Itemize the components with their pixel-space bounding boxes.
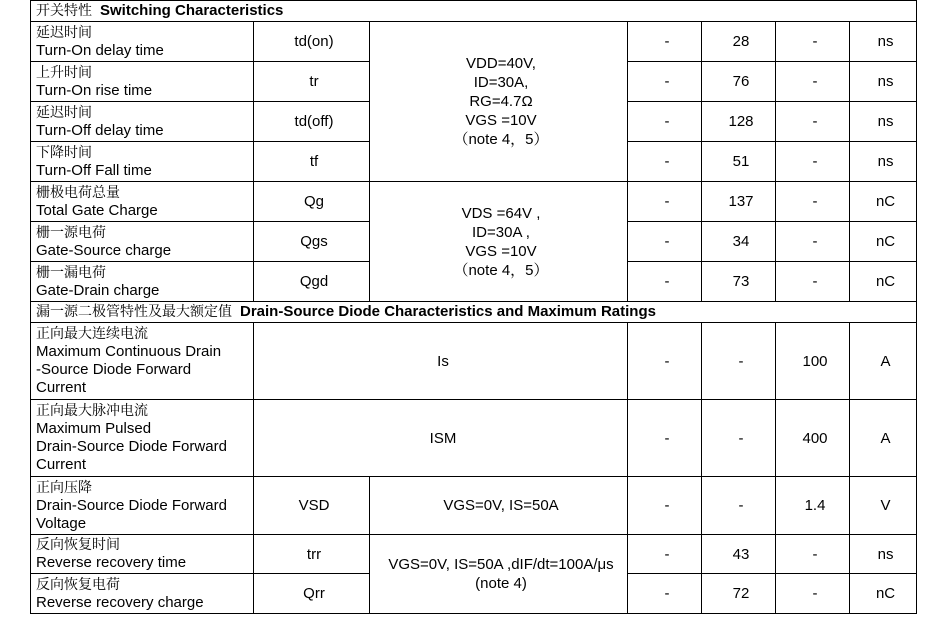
characteristics-table xyxy=(30,0,917,614)
section-cn: 漏一源二极管特性及最大额定值 xyxy=(36,304,232,320)
min-cell: - xyxy=(628,222,702,262)
param-cn: 反向恢复时间 xyxy=(36,537,120,553)
param-en: Voltage xyxy=(36,514,87,532)
test-conditions-vsd: VGS=0V, IS=50A xyxy=(370,477,628,535)
condition-line: ID=30A , xyxy=(472,223,530,241)
typ-cell: 72 xyxy=(702,574,776,614)
min-cell: - xyxy=(628,535,702,574)
param-en: Total Gate Charge xyxy=(36,201,158,219)
param-en: Reverse recovery time xyxy=(36,554,187,571)
typ-cell: 76 xyxy=(702,62,776,102)
param-en: Drain-Source Diode Forward xyxy=(36,438,227,455)
condition-line: VDS =64V , xyxy=(461,204,541,222)
condition-line: (note 4) xyxy=(475,575,527,592)
param-cell xyxy=(31,222,254,262)
symbol-cell: Qgs xyxy=(254,222,370,262)
max-cell: - xyxy=(776,262,850,302)
max-cell: - xyxy=(776,574,850,614)
typ-cell: 73 xyxy=(702,262,776,302)
test-conditions-charge xyxy=(370,182,628,302)
symbol-cell: tr xyxy=(254,62,370,102)
param-cn: 延迟时间 xyxy=(36,104,92,121)
max-cell: 400 xyxy=(776,400,850,477)
max-cell: - xyxy=(776,222,850,262)
max-cell: - xyxy=(776,182,850,222)
table-row xyxy=(31,535,917,574)
unit-cell: ns xyxy=(850,22,917,62)
unit-cell: A xyxy=(850,323,917,400)
unit-cell: nC xyxy=(850,262,917,302)
condition-line: VGS =10V xyxy=(465,112,537,129)
min-cell: - xyxy=(628,62,702,102)
symbol-cell: Qgd xyxy=(254,262,370,302)
typ-cell: 137 xyxy=(702,182,776,222)
max-cell: 1.4 xyxy=(776,477,850,535)
min-cell: - xyxy=(628,22,702,62)
typ-cell: - xyxy=(702,400,776,477)
param-en: Current xyxy=(36,379,87,396)
typ-cell: 34 xyxy=(702,222,776,262)
param-cell xyxy=(31,477,254,535)
unit-cell: ns xyxy=(850,535,917,574)
condition-line: （note 4，5） xyxy=(453,131,549,148)
typ-cell: 51 xyxy=(702,142,776,182)
condition-line: ID=30A, xyxy=(473,74,529,91)
param-cell xyxy=(31,400,254,477)
symbol-cell: ISM xyxy=(254,400,628,477)
max-cell: - xyxy=(776,142,850,182)
typ-cell: 128 xyxy=(702,102,776,142)
unit-cell: ns xyxy=(850,142,917,182)
param-cn: 栅一漏电荷 xyxy=(36,264,106,281)
param-en: Drain-Source Diode Forward xyxy=(36,496,227,514)
param-cell xyxy=(31,535,254,574)
param-cell xyxy=(31,62,254,102)
param-cell xyxy=(31,262,254,302)
max-cell: - xyxy=(776,535,850,574)
min-cell: - xyxy=(628,477,702,535)
table-row xyxy=(31,182,917,222)
section-en: Drain-Source Diode Characteristics and Maximum Ratings xyxy=(240,303,656,320)
condition-line: （note 4，5） xyxy=(453,261,549,279)
param-en: Turn-On delay time xyxy=(36,41,164,59)
param-cell xyxy=(31,142,254,182)
section-cn: 开关特性 xyxy=(36,3,92,19)
param-cell xyxy=(31,182,254,222)
section-en: Switching Characteristics xyxy=(100,2,284,19)
min-cell: - xyxy=(628,182,702,222)
param-en: Turn-On rise time xyxy=(36,81,153,99)
condition-line: VDD=40V, xyxy=(466,55,536,72)
min-cell: - xyxy=(628,323,702,400)
min-cell: - xyxy=(628,142,702,182)
param-cell xyxy=(31,22,254,62)
param-en: Reverse recovery charge xyxy=(36,593,204,611)
param-en: Maximum Pulsed xyxy=(36,420,152,437)
symbol-cell: Is xyxy=(254,323,628,400)
param-en: Maximum Continuous Drain xyxy=(36,343,222,360)
symbol-cell: Qg xyxy=(254,182,370,222)
min-cell: - xyxy=(628,102,702,142)
typ-cell: - xyxy=(702,477,776,535)
unit-cell: ns xyxy=(850,62,917,102)
param-cn: 延迟时间 xyxy=(36,24,92,41)
param-en: Gate-Source charge xyxy=(36,241,172,259)
param-cn: 上升时间 xyxy=(36,64,92,81)
symbol-cell: td(off) xyxy=(254,102,370,142)
param-cn: 正向最大连续电流 xyxy=(36,326,148,342)
table-row xyxy=(31,477,917,535)
unit-cell: nC xyxy=(850,182,917,222)
param-en: Gate-Drain charge xyxy=(36,281,160,299)
symbol-cell: td(on) xyxy=(254,22,370,62)
param-en: -Source Diode Forward xyxy=(36,361,192,378)
symbol-cell: VSD xyxy=(254,477,370,535)
unit-cell: nC xyxy=(850,574,917,614)
param-en: Turn-Off delay time xyxy=(36,121,164,139)
test-conditions-switching xyxy=(370,22,628,182)
symbol-cell: trr xyxy=(254,535,370,574)
section-header-switching xyxy=(31,1,917,22)
param-cell xyxy=(31,574,254,614)
typ-cell: - xyxy=(702,323,776,400)
unit-cell: ns xyxy=(850,102,917,142)
table-row xyxy=(31,400,917,477)
param-en: Turn-Off Fall time xyxy=(36,161,152,179)
param-cn: 下降时间 xyxy=(36,144,92,161)
symbol-cell: tf xyxy=(254,142,370,182)
table-row xyxy=(31,22,917,62)
param-cn: 栅极电荷总量 xyxy=(36,184,120,201)
param-cn: 反向恢复电荷 xyxy=(36,576,120,593)
max-cell: - xyxy=(776,22,850,62)
section-header-diode xyxy=(31,302,917,323)
param-cn: 正向最大脉冲电流 xyxy=(36,403,148,419)
condition-line: RG=4.7Ω xyxy=(469,93,533,110)
min-cell: - xyxy=(628,574,702,614)
typ-cell: 28 xyxy=(702,22,776,62)
max-cell: 100 xyxy=(776,323,850,400)
symbol-cell: Qrr xyxy=(254,574,370,614)
unit-cell: nC xyxy=(850,222,917,262)
table-row xyxy=(31,323,917,400)
param-en: Current xyxy=(36,456,87,473)
condition-line: VGS =10V xyxy=(465,242,537,260)
condition-line: VGS=0V, IS=50A ,dIF/dt=100A/μs xyxy=(388,556,614,573)
min-cell: - xyxy=(628,262,702,302)
typ-cell: 43 xyxy=(702,535,776,574)
min-cell: - xyxy=(628,400,702,477)
max-cell: - xyxy=(776,62,850,102)
unit-cell: V xyxy=(850,477,917,535)
param-cell xyxy=(31,102,254,142)
param-cell xyxy=(31,323,254,400)
test-conditions-recovery xyxy=(370,535,628,614)
param-cn: 栅一源电荷 xyxy=(36,224,106,241)
param-cn: 正向压降 xyxy=(36,479,92,496)
max-cell: - xyxy=(776,102,850,142)
unit-cell: A xyxy=(850,400,917,477)
